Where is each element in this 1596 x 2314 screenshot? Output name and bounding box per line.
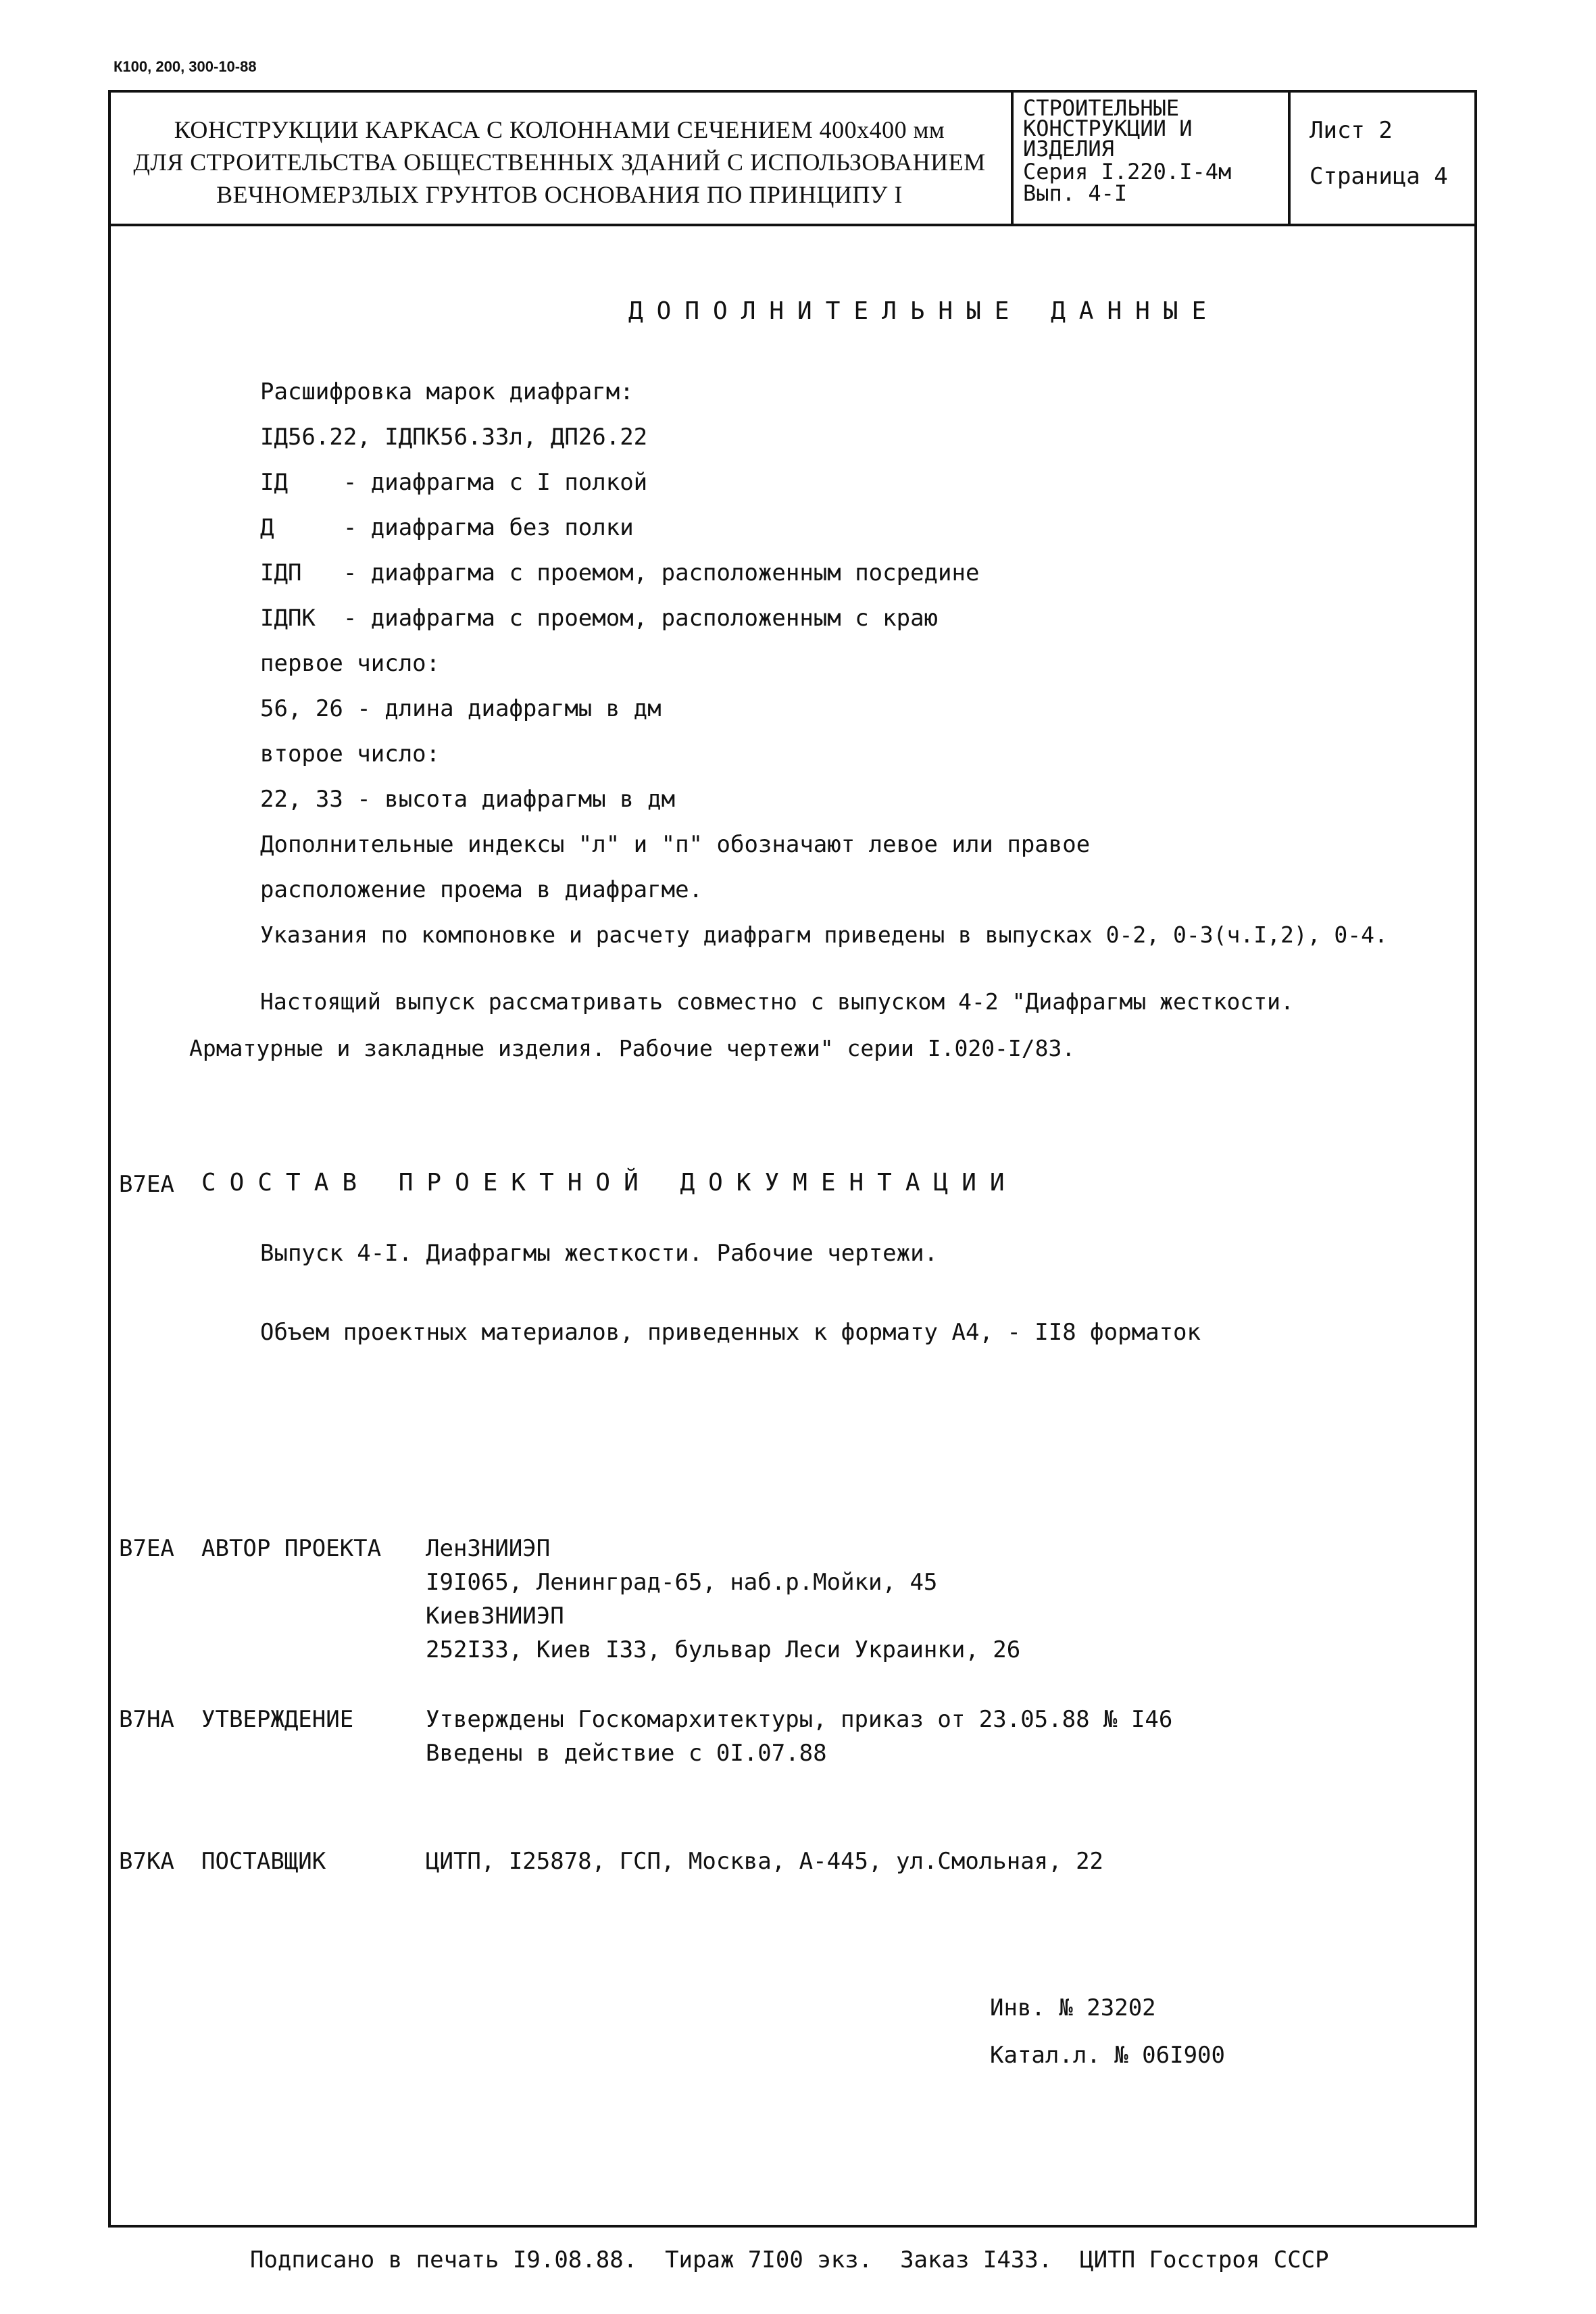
page-frame [108,90,1477,2228]
author-line: I9I065, Ленинград-65, наб.р.Мойки, 45 [426,1569,938,1596]
additional-line: IД - диафрагма с I полкой [260,469,648,496]
note-line-2: Арматурные и закладные изделия. Рабочие чертежи" серии I.020-I/83. [189,1035,1076,1061]
approval-code: В7НА [119,1706,174,1733]
title-line-2: ДЛЯ СТРОИТЕЛЬСТВА ОБЩЕСТВЕННЫХ ЗДАНИЙ С ИСПОЛЬЗОВАНИЕМ [133,149,986,176]
author-line: КиевЗНИИЭП [426,1603,564,1630]
print-footer: Подписано в печать I9.08.88. Тираж 7I00 экз. Заказ I433. ЦИТП Госстроя СССР [250,2246,1329,2273]
document-code: К100, 200, 300-10-88 [114,58,257,75]
additional-line: первое число: [260,650,441,677]
supplier-text: ЦИТП, I25878, ГСП, Москва, А-445, ул.Смольная, 22 [426,1848,1104,1875]
approval-line: Утверждены Госкомархитектуры, приказ от 23.05.88 № I46 [426,1706,1173,1733]
additional-line: IДПК - диафрагма с проемом, расположенным с краю [260,605,939,632]
composition-heading: СОСТАВ ПРОЕКТНОЙ ДОКУМЕНТАЦИИ [201,1169,1018,1197]
series-number: Серия I.220.I-4м [1023,159,1232,184]
author-label: АВТОР ПРОЕКТА [201,1535,382,1562]
composition-issue: Выпуск 4-I. Диафрагмы жесткости. Рабочие чертежи. [260,1240,939,1267]
sheet-cell [1291,90,1474,224]
approval-label: УТВЕРЖДЕНИЕ [201,1706,354,1733]
additional-line: Дополнительные индексы "л" и "п" обозначают левое или правое [260,831,1091,858]
sheet-number: Лист 2 [1310,117,1393,144]
author-code: В7ЕА [119,1535,174,1562]
additional-line: расположение проема в диафрагме. [260,876,703,903]
author-line: ЛенЗНИИЭП [426,1535,551,1562]
additional-line: 22, 33 - высота диафрагмы в дм [260,786,676,813]
additional-line: 56, 26 - длина диафрагмы в дм [260,695,662,722]
additional-line: Указания по компоновке и расчету диафрагм приведены в выпусках 0-2, 0-3(ч.I,2), 0-4. [260,922,1388,948]
composition-code: В7ЕА [119,1171,174,1198]
additional-heading: ДОПОЛНИТЕЛЬНЫЕ ДАННЫЕ [628,297,1220,325]
additional-line: второе число: [260,740,441,768]
catalog-number: Катал.л. № 06I900 [990,2042,1225,2069]
additional-line: IДП - диафрагма с проемом, расположенным посредине [260,559,980,586]
additional-line: Д - диафрагма без полки [260,514,634,541]
series-line-2: КОНСТРУКЦИИ И [1023,116,1193,141]
approval-line: Введены в действие с 0I.07.88 [426,1740,827,1767]
title-cell [108,90,1014,224]
supplier-label: ПОСТАВЩИК [201,1848,326,1875]
additional-line: IД56.22, IДПК56.33л, ДП26.22 [260,424,648,451]
title-line-1: КОНСТРУКЦИИ КАРКАСА С КОЛОННАМИ СЕЧЕНИЕМ 400х400 мм [174,116,945,143]
additional-line: Расшифровка марок диафрагм: [260,378,634,405]
inventory-number: Инв. № 23202 [990,1994,1156,2021]
author-line: 252I33, Киев I33, бульвар Леси Украинки, 26 [426,1636,1021,1663]
note-line-1: Настоящий выпуск рассматривать совместно с выпуском 4-2 "Диафрагмы жесткости. [260,988,1294,1015]
title-block [108,90,1477,226]
series-line-1: СТРОИТЕЛЬНЫЕ [1023,95,1180,121]
series-cell [1014,90,1291,224]
composition-volume: Объем проектных материалов, приведенных к формату А4, - II8 форматок [260,1319,1201,1346]
title-line-3: ВЕЧНОМЕРЗЛЫХ ГРУНТОВ ОСНОВАНИЯ ПО ПРИНЦИПУ I [216,181,903,208]
issue-number: Вып. 4-I [1023,180,1128,206]
series-line-3: ИЗДЕЛИЯ [1023,136,1114,161]
supplier-code: В7КА [119,1848,174,1875]
page-number: Страница 4 [1310,163,1448,190]
